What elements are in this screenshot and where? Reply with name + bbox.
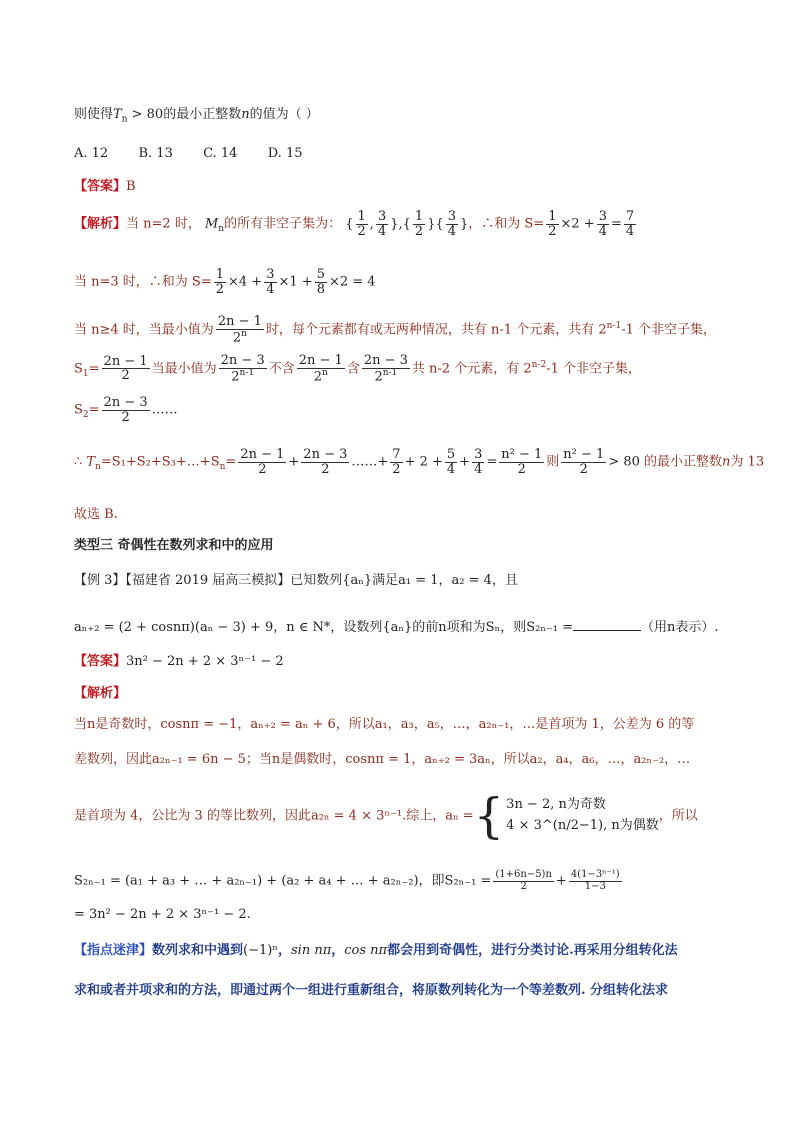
tip-c: ， [277, 943, 291, 958]
tip-label: 【指点迷津】 [74, 943, 153, 958]
jx4-Ssub: 1 [82, 368, 89, 379]
q-sub: n [121, 114, 128, 125]
jx5-frac: $\frac{2n - 3}{2}$ [103, 395, 148, 425]
jx3-sup: n-1 [606, 320, 622, 331]
ex3-line-1: 【例 3】【福建省 2019 届高三模拟】已知数列{aₙ}满足a₁ = 1，a₂ = 4，且 [74, 573, 518, 588]
jx6-plus: + [288, 454, 300, 470]
ex3-s1-frac2: $\frac{\text{4(1−3ⁿ⁻¹)}}{1-3}$ [570, 869, 620, 892]
jx2-b: ×4 + [228, 274, 263, 290]
jx6-n: n [722, 454, 731, 470]
jx6-plus2: + [459, 454, 471, 470]
q-n: n [241, 107, 250, 122]
jx4-not: 不含 [268, 361, 295, 377]
jx6-pre: ∴ [74, 454, 87, 470]
tip-line-2: 求和或者并项求和的方法，即通过两个一组进行重新组合，将原数列转化为一个等差数列. 分组转化法求 [74, 983, 669, 998]
ex3-p3-post: ，所以 [658, 808, 698, 824]
jiexi-line-4 [74, 354, 641, 384]
jx2-pre: 当 n=3 时，∴和为 S= [74, 274, 212, 290]
tip-d: sin nπ [290, 943, 332, 958]
jx2-d: ×1 + [278, 274, 313, 290]
jx6-frac-h: $\frac{\text{n² − 1}}{2}$ [563, 447, 605, 477]
jx6-Tsub: n [95, 462, 101, 473]
ex3-jiexi-label: 【解析】 [74, 686, 127, 701]
jx6-gt: > 80 [608, 454, 640, 470]
jx3-frac: $\frac{2n - 1}{2^n}$ [217, 314, 262, 345]
jiexi-line-2 [74, 268, 376, 296]
jx4-frac-h: $\frac{2n - 1}{2^n}$ [298, 353, 343, 384]
jx1-pre: 当 n=2 时， [126, 216, 201, 232]
jx2-frac-e: $\frac{5}{8}$ [316, 267, 325, 297]
ex3-s2: = 3n² − 2n + 2 × 3ⁿ⁻¹ − 2. [74, 907, 251, 922]
q-var-T: T [113, 107, 122, 122]
jx6-T: T [86, 454, 96, 470]
jx1-frac1: $\frac{1}{2}$ [548, 209, 557, 239]
jx6-dots: ……+ [351, 454, 389, 470]
jx4-end: -1 个非空子集， [546, 361, 641, 377]
ex3-s1 [74, 870, 624, 892]
ex3-s1-plus: + [555, 873, 567, 889]
jx6-eq: = [225, 454, 237, 470]
jx6-end: 的最小正整数 [644, 454, 723, 470]
jx1-times: ×2 + [560, 216, 595, 232]
jx4-frac-f: $\frac{2n - 1}{2}$ [103, 353, 148, 384]
case-even: 4 × 3^(n/2−1), n为偶数 [506, 818, 659, 833]
options [74, 146, 303, 162]
jx6-frac-c: $\frac{7}{2}$ [392, 447, 401, 477]
answer-label: 【答案】 [74, 179, 127, 194]
jx6-sumsub: n [219, 462, 226, 473]
ex3-line-2 [74, 618, 719, 636]
jx1-mid: 的所有非空子集为： [224, 216, 342, 232]
jiexi-line-5 [74, 396, 178, 424]
jx3-pre: 当 n≥4 时，当最小值为 [74, 322, 214, 338]
jx6-d: + 2 + [404, 454, 443, 470]
tip-f: cos nπ [344, 943, 388, 958]
ex3-answer-label: 【答案】 [74, 654, 127, 669]
q-gt: > 80 [131, 107, 164, 122]
section-heading: 类型三 奇偶性在数列求和中的应用 [74, 538, 274, 553]
jx3-end: -1 个非空子集， [621, 322, 716, 338]
q-text: 则使得 [74, 107, 114, 122]
jx6-frac-g: $\frac{\text{n² − 1}}{2}$ [501, 447, 543, 477]
ex3-answer-value: 3n² − 2n + 2 × 3ⁿ⁻¹ − 2 [126, 654, 284, 669]
jx1-frac3: $\frac{7}{4}$ [625, 209, 635, 239]
answer-1 [74, 179, 136, 195]
jx1-sum: ，∴和为 S= [468, 216, 545, 232]
jx5-eq: = [88, 402, 100, 418]
q-post: 的值为（ ） [249, 107, 319, 122]
jx4-frac-g: $\frac{2n - 3}{2^{n-1}}$ [220, 353, 265, 384]
q-mid: 的最小正整数 [163, 107, 242, 122]
ex3-l2-pre: aₙ₊₂ = (2 + cosnπ)(aₙ − 3) + 9，n ∈ N*，设数列{aₙ}的前n项和为Sₙ，则S₂ₙ₋₁ = [74, 620, 574, 635]
option-d: D. 15 [267, 146, 303, 161]
jx6-sum: =S₁+S₂+S₃+…+S [100, 454, 220, 470]
ex3-answer [74, 654, 284, 670]
tip-e: ， [331, 943, 345, 958]
option-c: C. 14 [203, 146, 238, 161]
jx4-eq: = [88, 361, 100, 377]
jx5-Ssub: 2 [82, 410, 89, 421]
ex3-l2-post: （用n表示）. [641, 620, 719, 635]
jx1-M: M [204, 216, 219, 232]
jx1-eq: = [611, 216, 622, 232]
tip-line-1 [74, 943, 678, 959]
conclusion: 故选 B. [74, 507, 118, 522]
jx3-post: 时，每个元素都有或无两种情况，共有 n-1 个元素，共有 2 [265, 322, 607, 338]
jx6-end2: 为 13 [730, 454, 765, 470]
jx5-S: S [74, 402, 83, 418]
jx6-then: 则 [546, 454, 560, 470]
jx6-frac-e: $\frac{5}{4}$ [446, 447, 456, 477]
ex3-p2: 差数列，因此a₂ₙ₋₁ = 6n − 5；当n是偶数时，cosnπ = 1，aₙ₊₂ = 3aₙ，所以a₂，a₄，a₆，…，a₂ₙ₋₂，… [74, 752, 691, 767]
option-a: A. 12 [74, 146, 109, 161]
tip-b: (−1)ⁿ [243, 943, 278, 958]
jx1-frac2: $\frac{3}{4}$ [598, 209, 607, 239]
cases-brace: { [473, 788, 505, 844]
case-odd: 3n − 2, n为奇数 [506, 797, 606, 813]
ex3-s1-text: S₂ₙ₋₁ = (a₁ + a₃ + … + a₂ₙ₋₁) + (a₂ + a₄ + … + a₂ₙ₋₂)，即S₂ₙ₋₁ = [74, 873, 492, 889]
jx4-mid: 当最小值为 [151, 361, 217, 377]
jx5-post: …… [151, 402, 178, 418]
jx2-f: ×2 = 4 [328, 274, 376, 290]
jx6-eq2: = [486, 454, 498, 470]
ex3-s1-frac1: $\frac{(1+6n-5)n}{2}$ [495, 869, 552, 892]
jx2-frac-a: $\frac{1}{2}$ [215, 267, 225, 297]
jx4-S: S [74, 361, 83, 377]
question-line [74, 107, 319, 125]
tip-a: 数列求和中遇到 [152, 943, 244, 958]
ex3-p3 [74, 788, 698, 844]
ex3-p3-pre: 是首项为 4，公比为 3 的等比数列，因此a₂ₙ = 4 × 3ⁿ⁻¹.综上，aₙ = [74, 808, 474, 824]
jx6-frac-b: $\frac{2n - 3}{2}$ [303, 447, 348, 477]
jx6-frac-a: $\frac{2n - 1}{2}$ [240, 447, 285, 477]
jiexi-line-1 [74, 210, 638, 238]
jx1-Msub: n [218, 224, 225, 235]
answer-blank [573, 618, 641, 631]
jx6-frac-f: $\frac{3}{4}$ [474, 447, 483, 477]
cases [506, 795, 659, 837]
jx4-frac-i: $\frac{2n - 3}{2^{n-1}}$ [363, 353, 408, 384]
ex3-p1: 当n是奇数时，cosnπ = −1，aₙ₊₂ = aₙ + 6，所以a₁，a₃，a₅，…，a₂ₙ₋₁，…是首项为 1，公差为 6 的等 [74, 717, 695, 732]
jx4-post-sup: n-2 [531, 359, 547, 370]
answer-value: B [126, 179, 136, 194]
jx2-frac-c: $\frac{3}{4}$ [266, 267, 275, 297]
jx4-post: 共 n-2 个元素，有 2 [411, 361, 532, 377]
jiexi-line-3 [74, 315, 716, 345]
jx1-sets: { $\frac{1}{2}$ , $\frac{3}{4}$ },{ $\frac{1}{2}$ }{ $\frac{3}{4}$ } [345, 209, 469, 239]
option-b: B. 13 [138, 146, 173, 161]
jiexi-line-6 [74, 448, 764, 476]
jiexi-label: 【解析】 [74, 216, 127, 232]
jx4-han: 含 [346, 361, 360, 377]
tip-g: 都会用到奇偶性，进行分类讨论.再采用分组转化法 [387, 943, 678, 958]
